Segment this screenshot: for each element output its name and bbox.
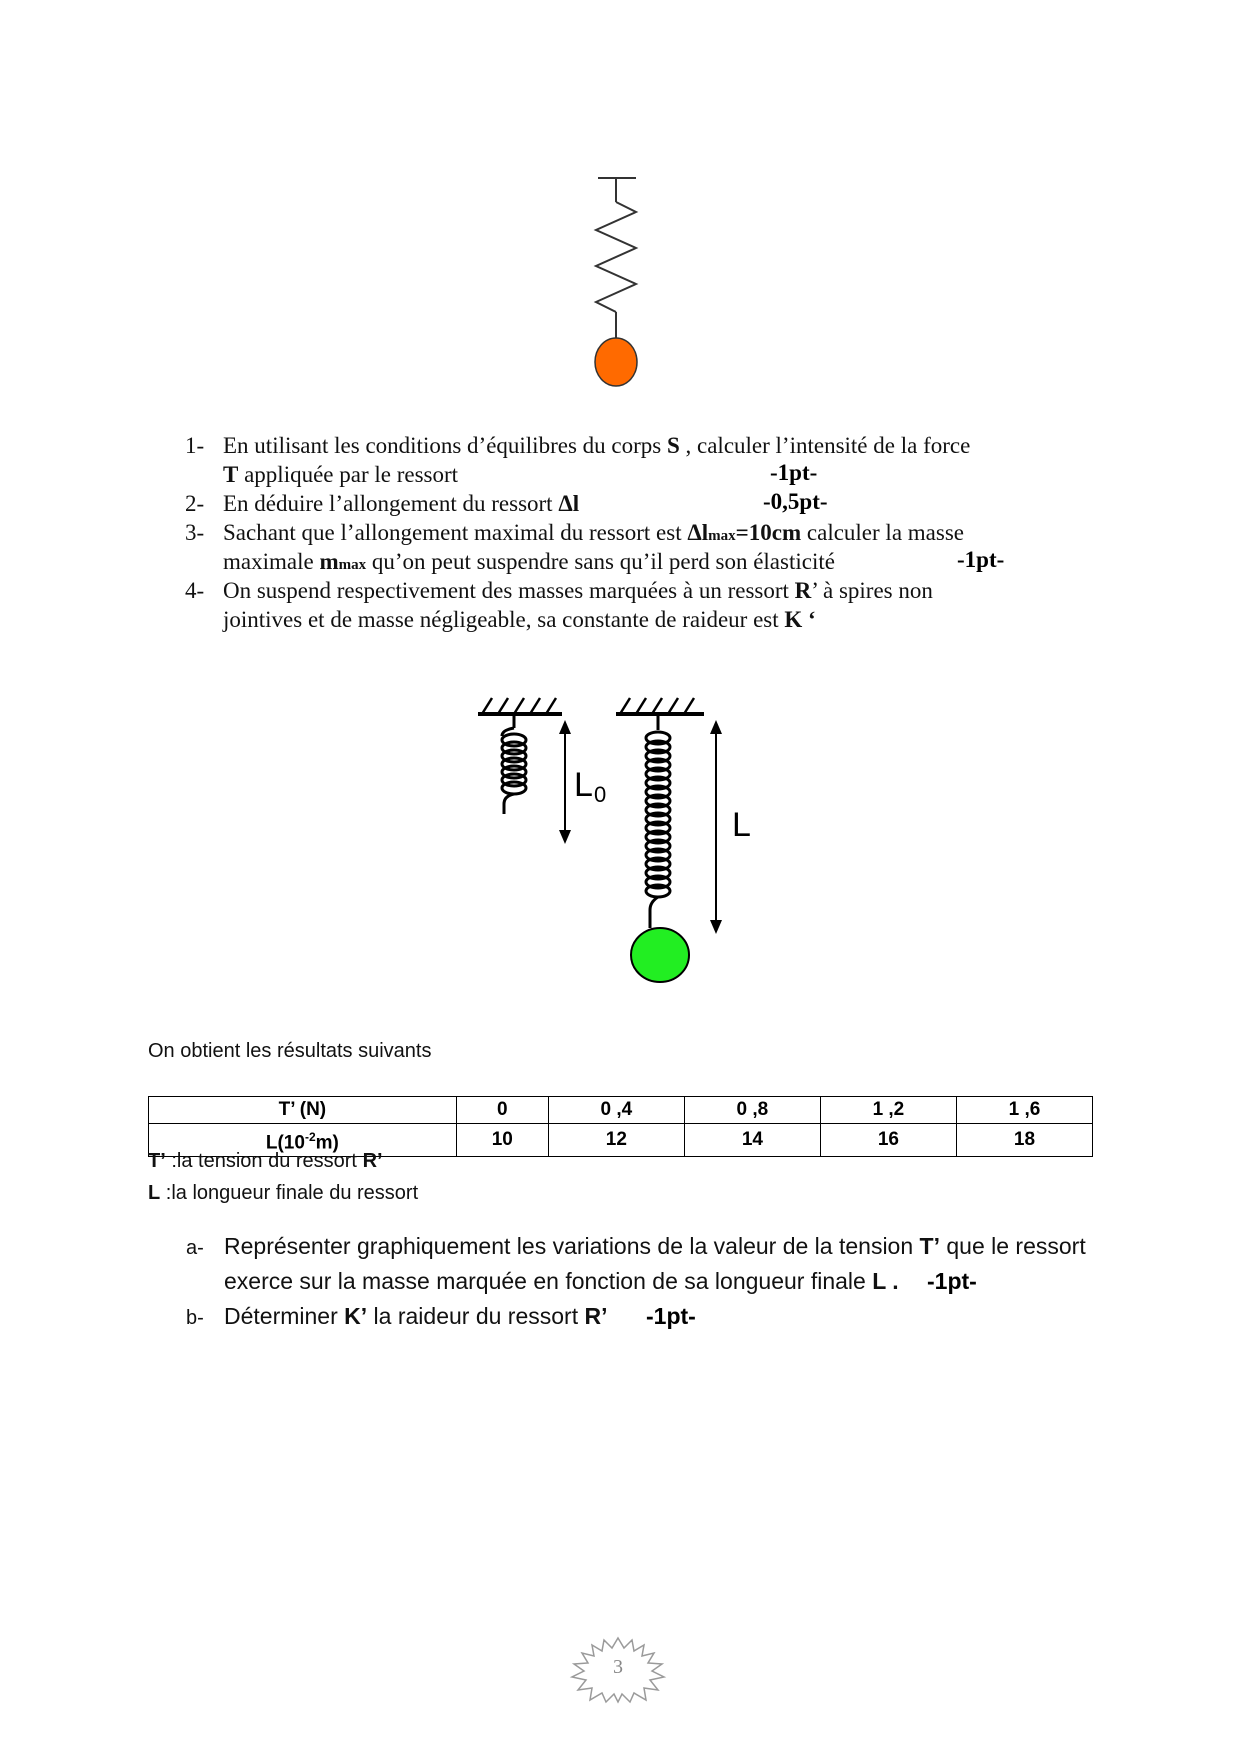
results-table [148, 1096, 1093, 1157]
question-4-line-1: 4- On suspend respectivement des masses marquées à un ressort R’ à spires non [185, 578, 933, 603]
l-label: L [732, 806, 751, 844]
note-tension: T’ :la tension du ressort R’ [148, 1150, 383, 1172]
table-header-length: $L(10^{-2}m)$ [149, 1124, 457, 1157]
table-cell: 10 [456, 1124, 548, 1157]
subquestion-b: b- Déterminer K’ la raideur du ressort R’ [186, 1303, 608, 1329]
spring-figure-top [590, 172, 650, 392]
l0-subscript: 0 [594, 782, 607, 807]
table-cell: 1 ,6 [956, 1097, 1092, 1124]
question-3-line-1: 3- Sachant que l’allongement maximal du ressort est Δlmax=10cm calculer la masse [185, 520, 964, 545]
subquestion-a-line-1: a- Représenter graphiquement les variations de la valeur de la tension T’ que le ressort [186, 1233, 1086, 1259]
table-cell: 0 ,8 [684, 1097, 820, 1124]
question-1-line-2: T appliquée par le ressort [223, 462, 459, 487]
table-row [149, 1097, 1093, 1124]
table-cell: 12 [548, 1124, 684, 1157]
question-1-line-1: 1- En utilisant les conditions d’équilibres du corps S , calculer l’intensité de la force [185, 433, 971, 458]
question-2: 2- En déduire l’allongement du ressort Δl [185, 491, 580, 516]
subquestion-a-points: -1pt- [927, 1268, 977, 1294]
springs-figure [470, 688, 770, 1000]
question-3-line-2: maximale mmax qu’on peut suspendre sans qu’il perd son élasticité [223, 549, 835, 574]
table-cell: 16 [820, 1124, 956, 1157]
page-number: 3 [613, 1656, 623, 1678]
table-cell: 0 ,4 [548, 1097, 684, 1124]
subquestion-b-points: -1pt- [646, 1303, 696, 1329]
note-length: L :la longueur finale du ressort [148, 1182, 419, 1204]
table-header-tension: T’ (N) [149, 1097, 457, 1124]
results-intro: On obtient les résultats suivants [148, 1040, 432, 1062]
subquestion-a-line-2: exerce sur la masse marquée en fonction de sa longueur finale L . [224, 1268, 899, 1294]
question-4-line-2: jointives et de masse négligeable, sa constante de raideur est K ‘ [223, 607, 816, 632]
page-number-badge [568, 1636, 668, 1704]
table-cell: 0 [456, 1097, 548, 1124]
question-2-points: -0,5pt- [763, 489, 828, 514]
question-3-points: -1pt- [957, 547, 1005, 572]
table-cell: 18 [956, 1124, 1092, 1157]
l0-label: L [574, 766, 593, 804]
question-1-points: -1pt- [770, 460, 818, 485]
table-cell: 14 [684, 1124, 820, 1157]
table-cell: 1 ,2 [820, 1097, 956, 1124]
